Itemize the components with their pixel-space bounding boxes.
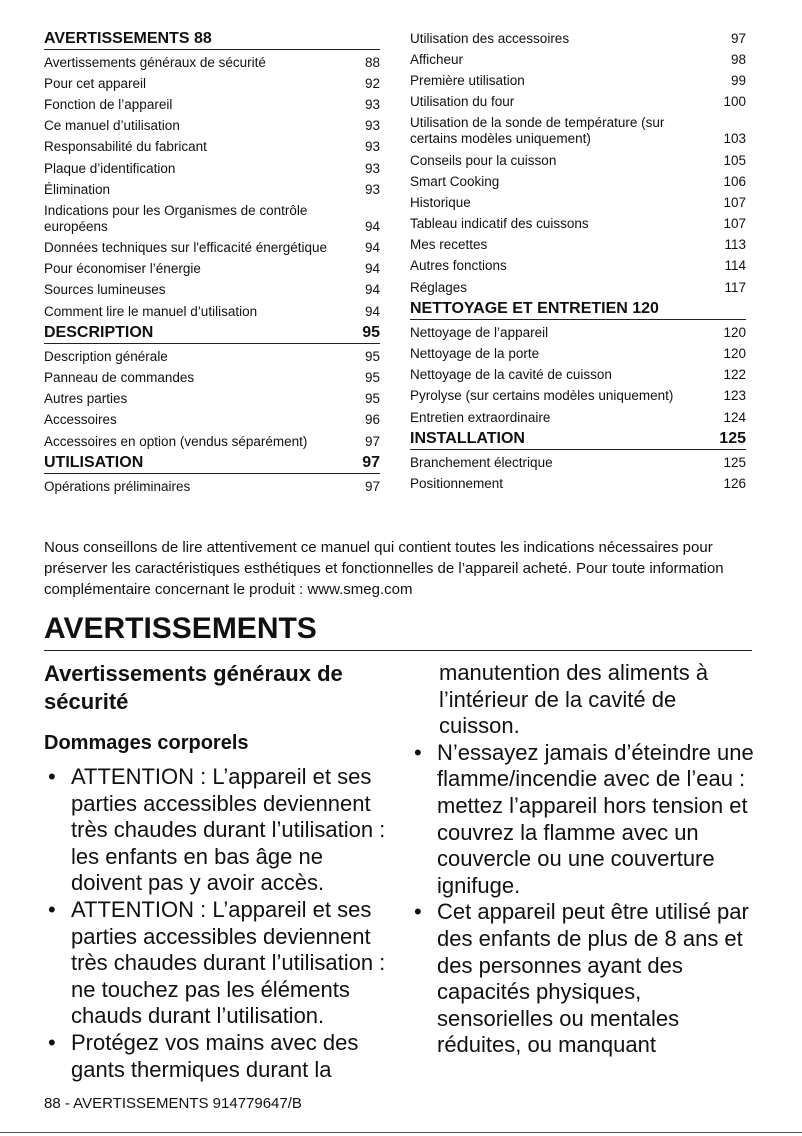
toc-title: Pour économiser l’énergie: [44, 261, 201, 277]
toc-title: Nettoyage de la porte: [410, 346, 540, 362]
toc-entry: [44, 179, 380, 200]
toc-entry: [44, 52, 380, 73]
body-left-column: [44, 660, 389, 1083]
toc-page-number: 94: [364, 261, 380, 277]
toc-title: Accessoires: [44, 412, 117, 428]
toc-title: Sources lumineuses: [44, 282, 166, 298]
toc-title: Fonction de l’appareil: [44, 96, 173, 112]
toc-title: Comment lire le manuel d’utilisation: [44, 303, 258, 319]
toc-title: Nettoyage de la cavité de cuisson: [410, 367, 612, 383]
toc-entry: [44, 259, 380, 280]
toc-title: Pour cet appareil: [44, 75, 147, 91]
toc-page-number: 98: [730, 51, 746, 67]
toc-entry: [410, 365, 746, 386]
toc-page-number: 106: [723, 173, 746, 189]
toc-title: Positionnement: [410, 475, 504, 491]
toc-page-number: 120: [723, 324, 746, 340]
toc-title: Tableau indicatif des cuissons: [410, 216, 589, 232]
toc-page-number: 92: [364, 75, 380, 91]
toc-entry: [44, 280, 380, 301]
toc-title: Utilisation des accessoires: [410, 30, 570, 46]
toc-entry: [410, 150, 746, 171]
toc-entry: [410, 192, 746, 213]
warning-item: • Cet appareil peut être utilisé par des enfants de plus de 8 ans et des personnes ayant des capacités physiques, sensorielles ou mentales réduites, ou manquant: [410, 899, 755, 1059]
warning-item: • ATTENTION : L’appareil et ses parties accessibles deviennent très chaudes durant l’utilisation : ne touchez pas les éléments chauds durant l’utilisation.: [44, 897, 389, 1030]
toc-entry: [44, 367, 380, 388]
toc-title: Autres parties: [44, 391, 128, 407]
toc-page-number: 93: [364, 139, 380, 155]
toc-page-number: 124: [723, 409, 746, 425]
toc-title: Responsabilité du fabricant: [44, 139, 207, 155]
warning-list-left: [44, 764, 389, 1083]
toc-page-number: 94: [364, 218, 380, 234]
toc-title: Plaque d’identification: [44, 160, 176, 176]
toc-title: Données techniques sur l'efficacité énergétique: [44, 240, 328, 256]
toc-section-heading: [410, 428, 746, 450]
subsubsection-heading: Dommages corporels: [44, 732, 249, 754]
intro-paragraph: Nous conseillons de lire attentivement ce manuel qui contient toutes les indications nécessaires pour préserver les caractéristiques esthétiques et fonctionnelles de l’appareil acheté. Pour toute information complémentaire concernant le produit : www.smeg.com: [44, 539, 724, 598]
toc-title: AVERTISSEMENTS 88: [44, 30, 212, 47]
toc-page-number: 94: [364, 240, 380, 256]
toc-entry: [410, 214, 746, 235]
section-title: AVERTISSEMENTS: [44, 612, 752, 651]
toc-title: NETTOYAGE ET ENTRETIEN 120: [410, 300, 659, 318]
toc-entry: [410, 322, 746, 343]
toc-entry: [410, 343, 746, 364]
toc-title: Panneau de commandes: [44, 370, 195, 386]
toc-page-number: 93: [364, 160, 380, 176]
toc-entry: [410, 92, 746, 113]
toc-title: Mes recettes: [410, 237, 488, 253]
toc-title: Pyrolyse (sur certains modèles uniquement): [410, 388, 674, 404]
toc-page-number: 107: [723, 216, 746, 232]
toc-title: Utilisation du four: [410, 94, 515, 110]
toc-page-number: 122: [723, 367, 746, 383]
toc-entry: [44, 94, 380, 115]
toc-entry: [44, 137, 380, 158]
toc-entry: [410, 473, 746, 494]
toc-section-heading: [44, 322, 380, 344]
bottom-divider: [0, 1132, 802, 1133]
toc-entry: [410, 277, 746, 298]
subsection-heading: Avertissements généraux de sécurité: [44, 661, 343, 714]
toc-section-heading: [410, 298, 746, 320]
toc-title: Opérations préliminaires: [44, 478, 191, 494]
toc-page-number: 88: [364, 54, 380, 70]
toc-page-number: 93: [364, 118, 380, 134]
toc-entry: [44, 346, 380, 367]
toc-entry: [410, 28, 746, 49]
warning-item: • N’essayez jamais d’éteindre une flamme/incendie avec de l’eau : mettez l’appareil hors tension et couvrez la flamme avec un couvercle ou une couverture ignifuge.: [410, 740, 755, 900]
warning-item: • ATTENTION : L’appareil et ses parties accessibles deviennent très chaudes durant l’utilisation : les enfants en bas âge ne doivent pas y avoir accès.: [44, 764, 389, 897]
toc-page-number: 117: [724, 279, 746, 295]
toc-title: DESCRIPTION: [44, 324, 154, 342]
toc-title: Entretien extraordinaire: [410, 409, 551, 425]
toc-title: Historique: [410, 194, 471, 210]
toc-page-number: 113: [724, 237, 746, 253]
toc-entry: [410, 113, 746, 150]
toc-entry: [44, 389, 380, 410]
toc-page-number: 95: [364, 370, 380, 386]
toc-title: Conseils pour la cuisson: [410, 152, 557, 168]
toc-entry: [44, 200, 380, 237]
toc-right-column: [410, 28, 746, 495]
toc-entry: [410, 452, 746, 473]
toc-section-heading: [44, 28, 380, 50]
toc-title: Réglages: [410, 279, 468, 295]
warning-item: • Protégez vos mains avec des gants thermiques durant la: [44, 1030, 389, 1083]
toc-entry: [44, 431, 380, 452]
toc-title: Nettoyage de l’appareil: [410, 324, 549, 340]
toc-page-number: 100: [723, 94, 746, 110]
toc-title: Indications pour les Organismes de contrôle européens: [44, 202, 308, 234]
toc-entry: [44, 116, 380, 137]
page-footer: 88 - AVERTISSEMENTS 914779647/B: [44, 1095, 302, 1112]
toc-page-number: 94: [364, 303, 380, 319]
toc-entry: [410, 256, 746, 277]
toc-entry: [44, 476, 380, 497]
toc-page-number: 95: [364, 348, 380, 364]
toc-title: Description générale: [44, 348, 168, 364]
toc-page-number: 97: [364, 433, 380, 449]
warning-list-right: [410, 740, 755, 1059]
toc-title: UTILISATION: [44, 454, 144, 472]
toc-page-number: 120: [723, 346, 746, 362]
toc-title: Autres fonctions: [410, 258, 507, 274]
toc-title: Élimination: [44, 181, 111, 197]
toc-entry: [410, 386, 746, 407]
toc-page-number: 123: [723, 388, 746, 404]
toc-title: Afficheur: [410, 51, 464, 67]
toc-entry: [410, 407, 746, 428]
toc-entry: [44, 301, 380, 322]
toc-page-number: 105: [723, 152, 746, 168]
toc-title: Utilisation de la sonde de température (sur certains modèles uniquement): [410, 115, 665, 147]
toc-page-number: 125: [723, 454, 746, 470]
toc-page-number: 126: [723, 475, 746, 491]
toc-page-number: 97: [730, 30, 746, 46]
toc-entry: [44, 238, 380, 259]
toc-page-number: 96: [364, 412, 380, 428]
warning-continuation: manutention des aliments à l’intérieur de la cavité de cuisson.: [439, 660, 709, 739]
toc-entry: [410, 49, 746, 70]
toc-page-number: 93: [364, 96, 380, 112]
toc-page-number: 95: [362, 324, 380, 342]
toc-title: Accessoires en option (vendus séparément): [44, 433, 308, 449]
toc-entry: [44, 410, 380, 431]
toc-page-number: 93: [364, 181, 380, 197]
toc-page-number: 125: [719, 430, 746, 448]
toc-entry: [410, 70, 746, 91]
toc-entry: [410, 235, 746, 256]
toc-page-number: 95: [364, 391, 380, 407]
toc-title: INSTALLATION: [410, 430, 525, 448]
toc-page-number: 99: [730, 72, 746, 88]
toc-title: Smart Cooking: [410, 173, 500, 189]
toc-page-number: 103: [723, 131, 746, 147]
toc-page-number: 94: [364, 282, 380, 298]
toc-entry: [410, 171, 746, 192]
body-right-column: [410, 660, 755, 1059]
toc-title: Branchement électrique: [410, 454, 553, 470]
toc-page-number: 97: [362, 454, 380, 472]
toc-title: Avertissements généraux de sécurité: [44, 54, 266, 70]
toc-page-number: 114: [724, 258, 746, 274]
toc-title: Ce manuel d’utilisation: [44, 118, 180, 134]
toc-entry: [44, 73, 380, 94]
toc-page-number: 97: [364, 478, 380, 494]
toc-entry: [44, 158, 380, 179]
toc-left-column: [44, 28, 380, 497]
toc-title: Première utilisation: [410, 72, 525, 88]
toc-section-heading: [44, 452, 380, 474]
toc-page-number: 107: [723, 194, 746, 210]
